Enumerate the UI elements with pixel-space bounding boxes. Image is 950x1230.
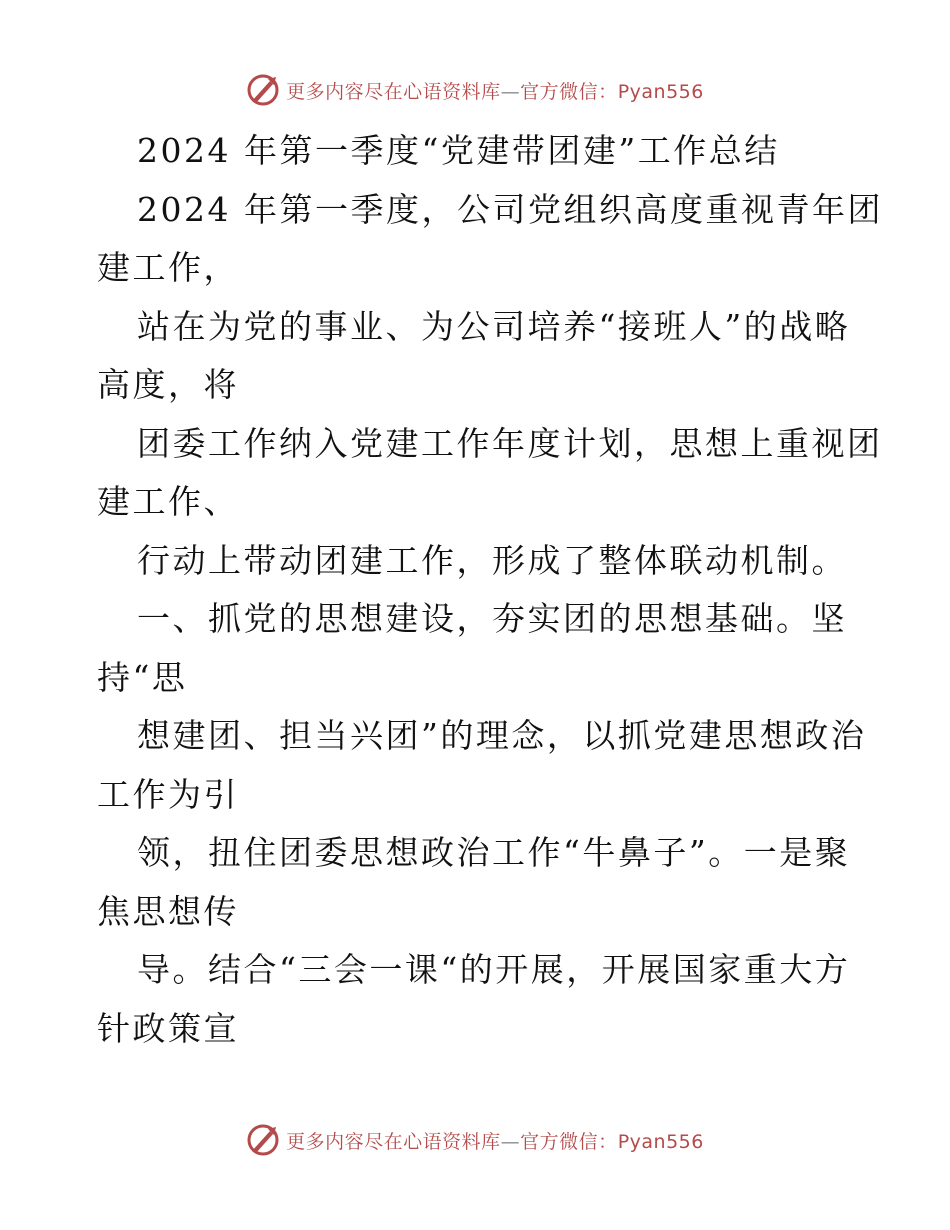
header-watermark [0,70,950,110]
document-line: 持“思 [97,657,188,697]
document-line: 焦思想传 [97,891,239,931]
document-line: 一、抓党的思想建设，夯实团的思想基础。坚 [137,599,847,638]
watermark-contact-label: 官方微信： [520,1130,618,1153]
footer-watermark [0,1120,950,1160]
document-line: 2024 年第一季度，公司党组织高度重视青年团 [137,189,883,229]
watermark-contact-id: Pyan556 [617,1130,704,1153]
watermark-separator: — [500,1130,521,1153]
document-line: 想建团、担当兴团”的理念，以抓党建思想政治 [137,716,867,755]
watermark-site-text: 更多内容尽在心语资料库 [286,80,501,103]
document-body [97,122,883,1058]
document-line: 建工作、 [97,482,239,521]
document-line: 高度，将 [97,365,239,404]
red-quill-logo-icon [246,1123,280,1157]
document-line: 导。结合“三会一课“的开展，开展国家重大方 [137,950,851,989]
red-quill-logo-icon [246,73,280,107]
document-line: 站在为党的事业、为公司培养“接班人”的战略 [137,306,851,346]
document-line: 针政策宣 [97,1008,239,1048]
watermark-site-text: 更多内容尽在心语资料库 [286,1130,501,1153]
document-line: 行动上带动团建工作，形成了整体联动机制。 [137,540,847,580]
watermark-contact-id: Pyan556 [617,80,704,103]
document-line: 建工作， [97,248,239,287]
document-line: 2024 年第一季度“党建带团建”工作总结 [137,131,780,170]
watermark-contact-label: 官方微信： [520,80,618,103]
document-line: 领，扭住团委思想政治工作“牛鼻子”。一是聚 [137,833,851,872]
watermark-separator: — [500,80,521,103]
document-line: 团委工作纳入党建工作年度计划，思想上重视团 [137,423,883,463]
document-line: 工作为引 [97,774,239,814]
